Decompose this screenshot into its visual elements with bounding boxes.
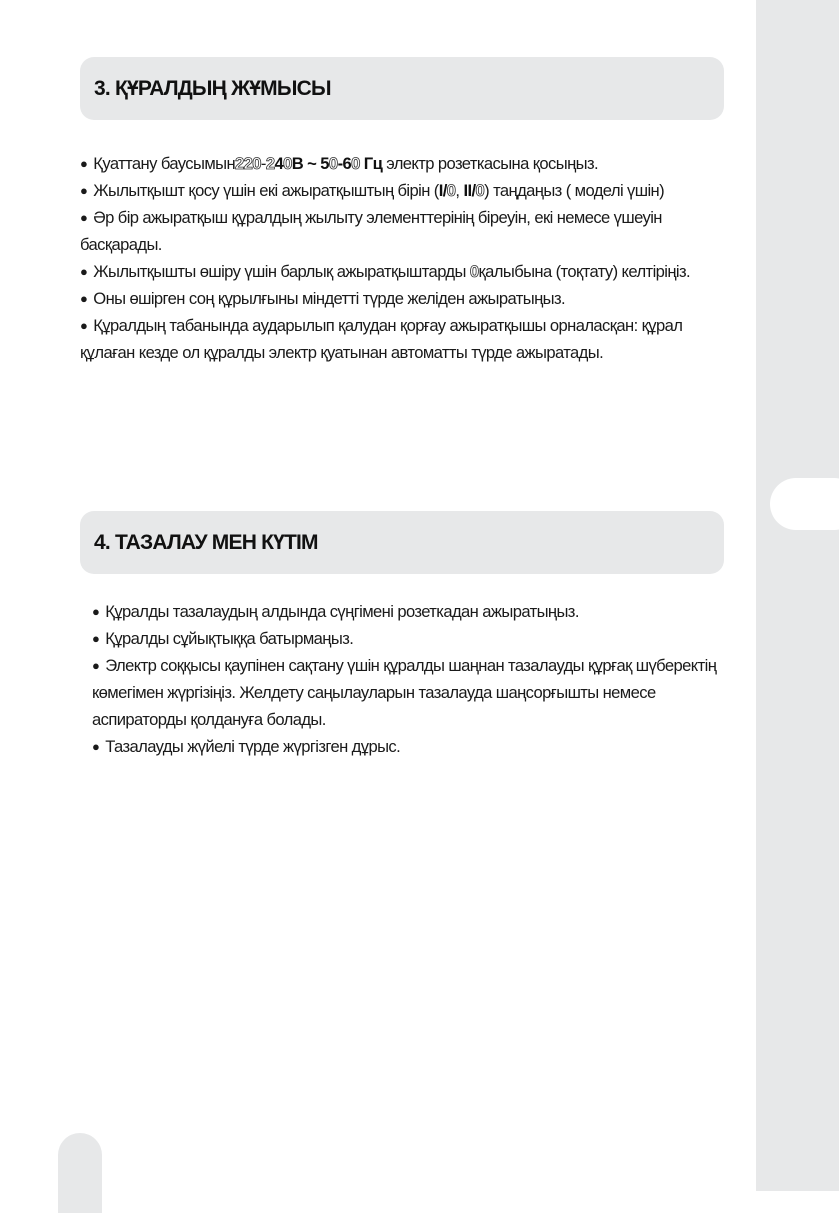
section-4-header (80, 511, 724, 574)
section-4-list (92, 598, 718, 760)
side-margin-strip (756, 0, 839, 1191)
bullet-icon: ● (92, 631, 100, 646)
list-item: ● Құралды тазалаудың алдында сүңгімені розеткадан ажыратыңыз. (92, 602, 579, 621)
list-item: ● Әр бір ажыратқыш құралдың жылыту элементтерінің біреуін, екі немесе үшеуін басқарады. (80, 208, 662, 254)
section-3-list (80, 150, 720, 366)
section-3-title: 3. ҚҰРАЛДЫҢ ЖҰМЫСЫ (94, 77, 331, 100)
voltage-low: 220 (235, 154, 261, 173)
bullet-icon: ● (80, 291, 88, 306)
bullet-icon: ● (80, 264, 88, 279)
list-item: ● Құралды сұйықтыққа батырмаңыз. (92, 629, 354, 648)
bullet-icon: ● (92, 658, 100, 673)
list-item: ● Тазалауды жүйелі түрде жүргізген дұрыс. (92, 737, 401, 756)
bullet-icon: ● (80, 156, 88, 171)
bullet-icon: ● (92, 604, 100, 619)
bullet-icon: ● (80, 183, 88, 198)
list-item: ● Құралдың табанында аударылып қалудан қорғау ажыратқышы орналасқан: құрал құлаған кезде ол құралды электр қуатынан автоматты түрде ажыратады. (80, 316, 683, 362)
section-3-header (80, 57, 724, 120)
list-item: ● Қуаттану баусымын220-240В ~ 50-60 Гц электр розеткасына қосыңыз. (80, 154, 598, 173)
bullet-icon: ● (80, 210, 88, 225)
list-item: ● Жылытқышт қосу үшін екі ажыратқыштың бірін (I/0, II/0) таңдаңыз ( моделі үшін) (80, 181, 665, 200)
list-item: ● Жылытқышты өшіру үшін барлық ажыратқыштарды 0қалыбына (тоқтату) келтіріңіз. (80, 262, 691, 281)
chapter-tab (770, 478, 839, 530)
section-4-title: 4. ТАЗАЛАУ МЕН КҮТІМ (94, 531, 318, 554)
page-number-tab (58, 1133, 102, 1213)
bullet-icon: ● (80, 318, 88, 333)
list-item: ● Оны өшірген соң құрылғыны міндетті түрде желіден ажыратыңыз. (80, 289, 565, 308)
list-item: ● Электр соққысы қаупінен сақтану үшін құралды шаңнан тазалауды құрғақ шүберектің көмегімен жүргізіңіз. Желдету саңылауларын тазалауда шаңсорғышты немесе аспираторды қолдануға болады. (92, 656, 717, 729)
bullet-icon: ● (92, 739, 100, 754)
